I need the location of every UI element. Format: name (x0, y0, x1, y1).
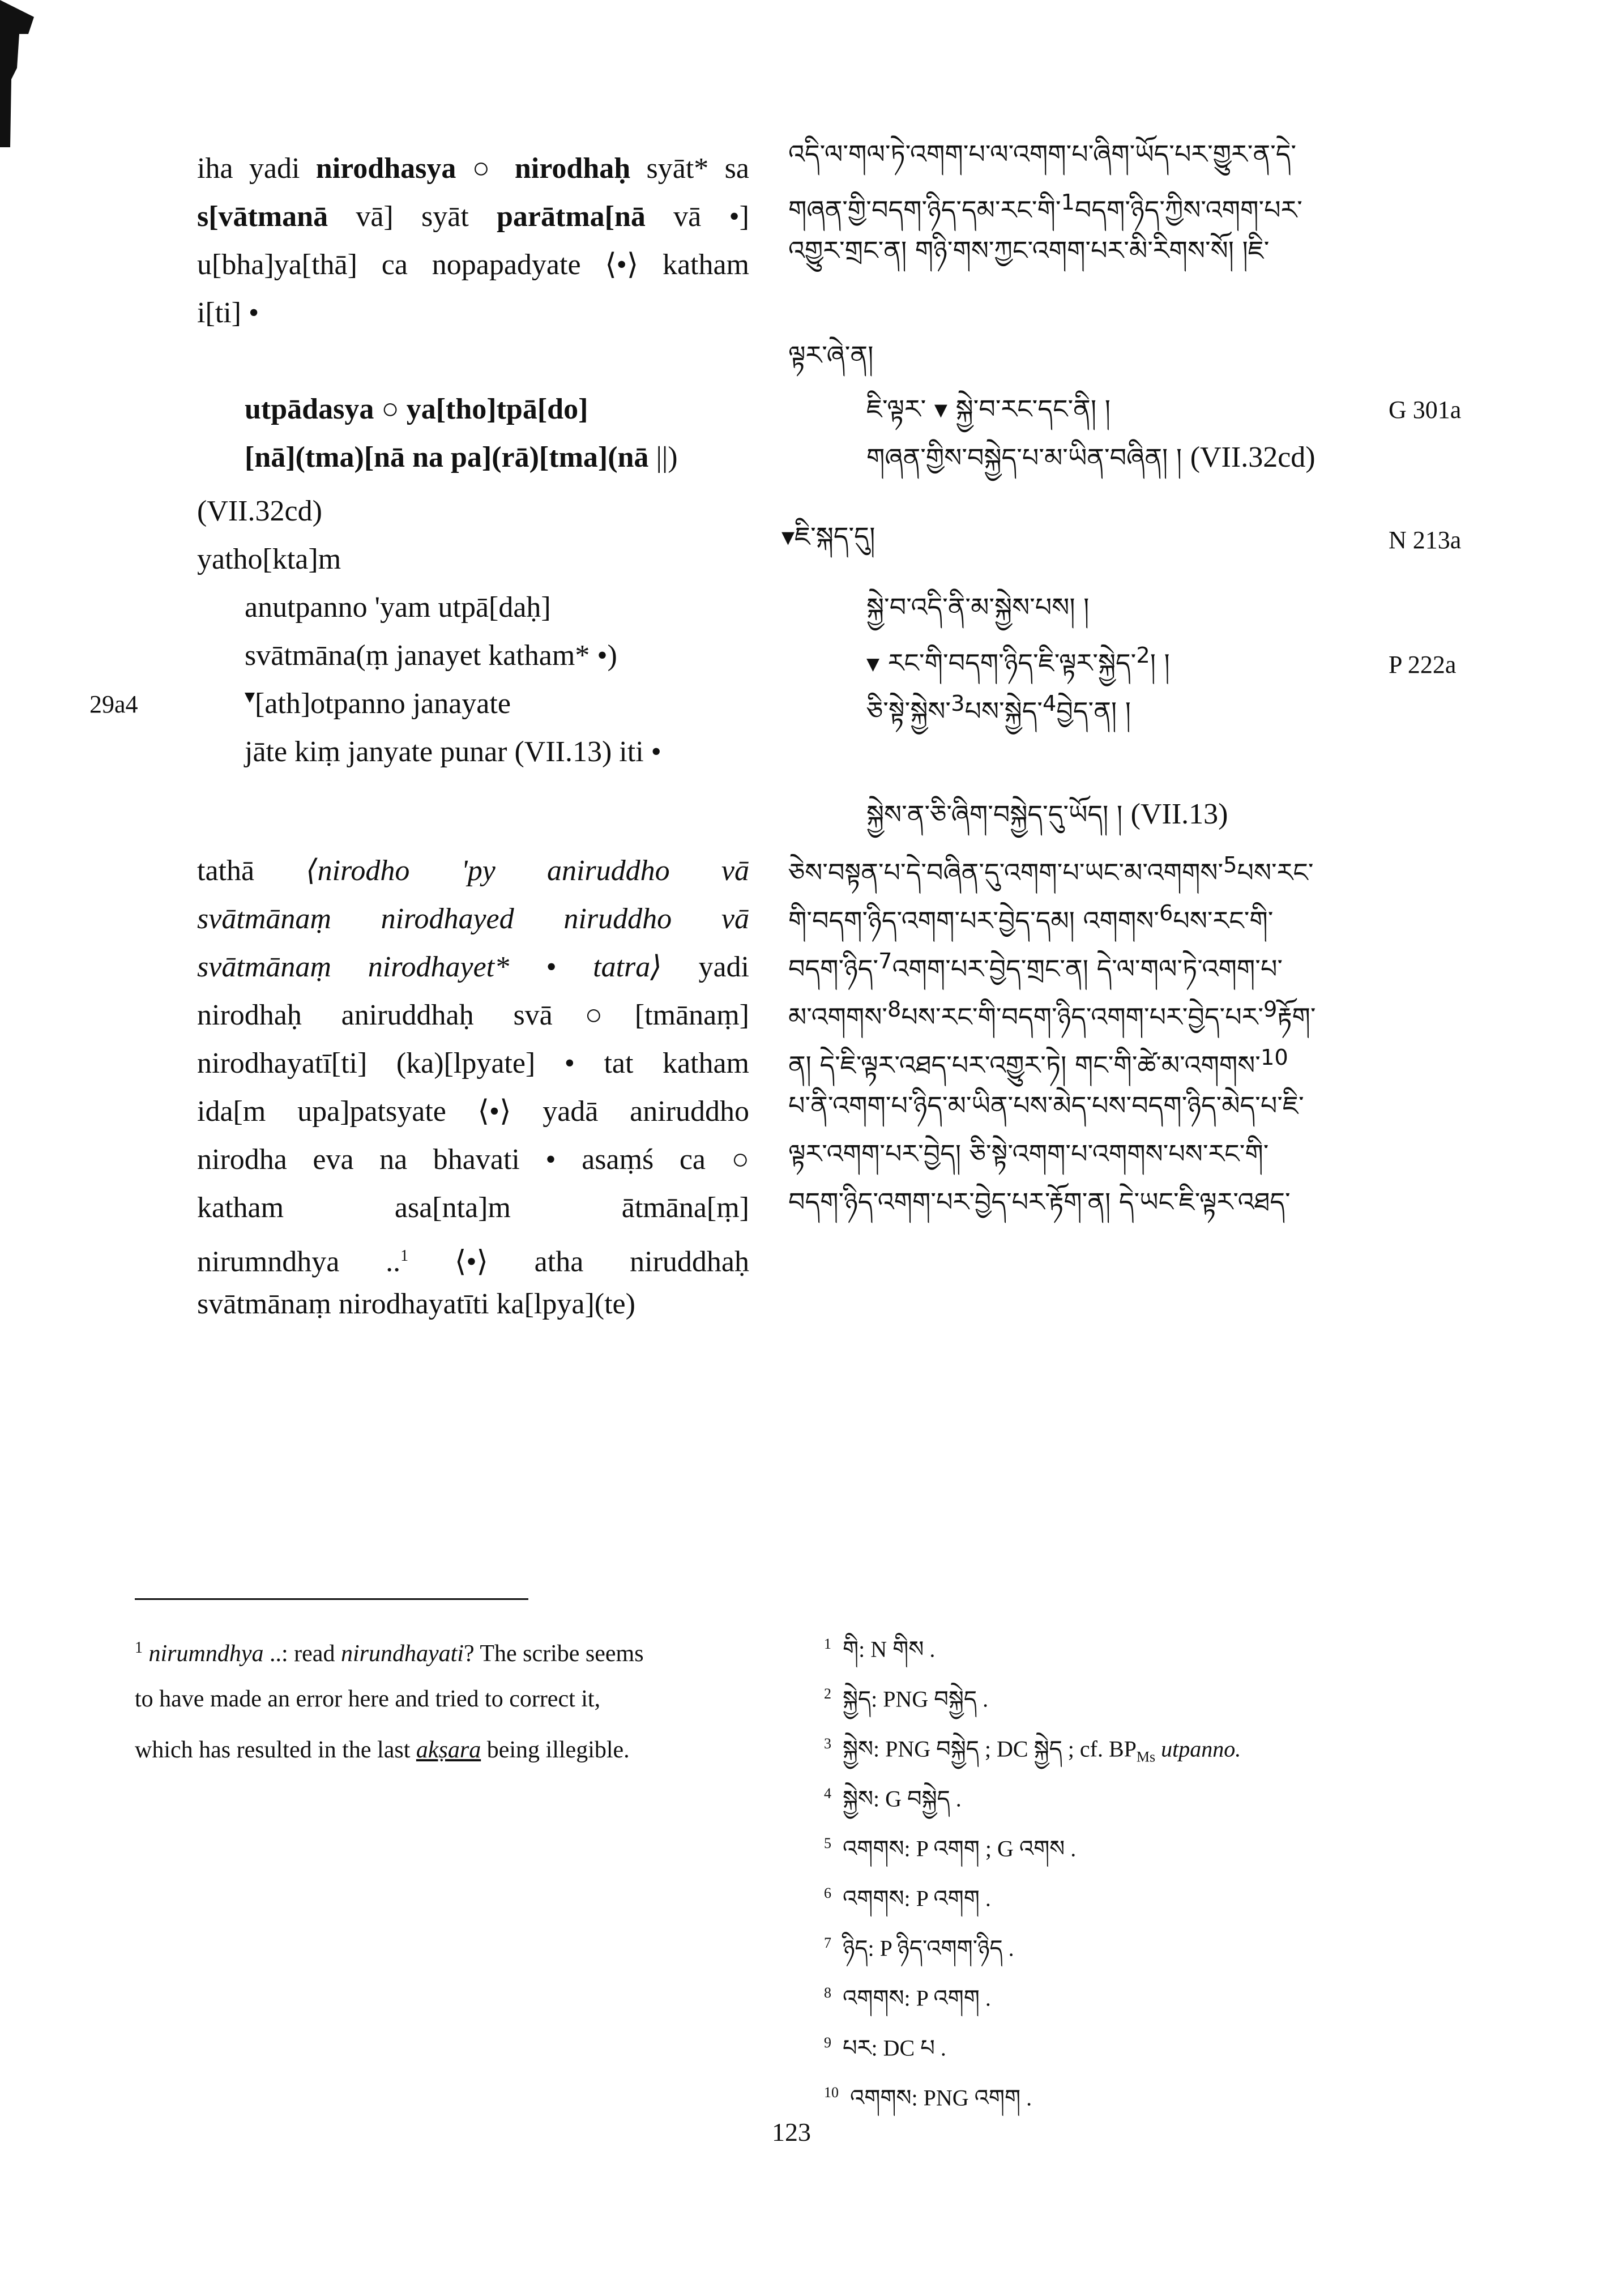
tibetan-p2-line-2: གི་བདག་ཉིད་འགག་པར་བྱེད་དམ། འགགས་$^6$པས་རང་གི་ (788, 901, 1274, 936)
sanskrit-verse2-line-3-text: [ath]otpanno janayate (255, 688, 511, 720)
sanskrit-verse1-ref: (VII.32cd) (197, 495, 322, 527)
tibetan-p2-line-3: བདག་ཉིད་$^7$འགག་པར་བྱེད་གྲང་ན། དེ་ལ་གལ་ཏེ་འགག་པ་ (788, 949, 1283, 984)
sanskrit-p2-line-10: svātmānaṃ nirodhayatīti ka[lpya](te) (197, 1288, 635, 1320)
siglum-g: G 301a (1389, 396, 1462, 424)
tibetan-verse2-line-4-text: སྐྱེས་ན་ཅི་ཞིག་བསྐྱེད་དུ་ཡོད། ། (866, 799, 1123, 830)
sanskrit-p2-line-1: tathā ⟨nirodho 'py aniruddho vā (197, 855, 749, 887)
sanskrit-p1-line-2: s[vātmanā vā] syāt parātma[nā vā •] (197, 200, 749, 233)
folio-change-mark (245, 693, 255, 703)
tibetan-verse1-ref: (VII.32cd) (1190, 441, 1316, 473)
sanskrit-p2-line-5: nirodhayatī[ti] (ka)[lpyate] • tat katham (197, 1047, 749, 1079)
tibetan-verse2-line-4 (866, 790, 1228, 839)
sanskrit-p2-line-9: nirumndhya ..$^1$ ⟨•⟩ atha niruddhaḥ (197, 1245, 750, 1278)
tibetan-verse2-line-2: ▾ རང་གི་བདག་ཉིད་ཇི་ལྟར་སྐྱེད་$^2$། ། (866, 643, 1170, 678)
sanskrit-p1-line-3: u[bha]ya[thā] ca nopapadyate ⟨•⟩ katham (197, 249, 749, 281)
sanskrit-verse2-line-4: jāte kiṃ janyate punar (VII.13) iti • (245, 736, 661, 768)
footnote-tib-7: $^7$ ཉིད: P ཉིད་འགག་ཉིད . (824, 1935, 1014, 1961)
siglum-n: N 213a (1389, 526, 1462, 554)
siglum-p: P 222a (1389, 651, 1457, 678)
tibetan-verse1-line-2-text: གཞན་གྱིས་བསྐྱེད་པ་མ་ཡིན་བཞིན། ། (866, 442, 1182, 473)
tibetan-intro2: ▾ཇི་སྐད་དུ། (781, 521, 875, 552)
sanskrit-p2-line-8: katham asa[nta]m ātmāna[ṃ] (197, 1192, 749, 1224)
sanskrit-verse2-line-1: anutpanno 'yam utpā[daḥ] (245, 591, 551, 624)
footnote-rule (135, 1598, 528, 1600)
footnote-skt-line-2: to have made an error here and tried to correct it, (135, 1686, 601, 1712)
tibetan-p2-line-6: པ་ནི་འགག་པ་ཉིད་མ་ཡིན་པས་མེད་པས་བདག་ཉིད་མེད་པ་ཇི་ (788, 1090, 1304, 1121)
footnote-tib-6: $^6$ འགགས: P འགག . (824, 1885, 991, 1911)
footnote-tib-2: $^2$ སྐྱེད: PNG བསྐྱེད . (824, 1685, 989, 1712)
tibetan-p2-line-1: ཅེས་བསྟན་པ་དེ་བཞིན་དུ་འགག་པ་ཡང་མ་འགགས་$^5$པས་རང་ (788, 852, 1314, 888)
tibetan-p1-line-3: འགྱུར་གྲང་ན། གཉི་གས་ཀྱང་འགག་པར་མི་རིགས་སོ། །ཇི་ (788, 235, 1270, 266)
tibetan-p2-line-8: བདག་ཉིད་འགག་པར་བྱེད་པར་རྟོག་ན། དེ་ཡང་ཇི་ལྟར་འཐད་ (788, 1187, 1291, 1217)
tibetan-verse2-ref: (VII.13) (1130, 798, 1228, 830)
sanskrit-p2-line-2: svātmānaṃ nirodhayed niruddho vā (197, 903, 749, 935)
page-number: 123 (772, 2118, 811, 2146)
footnote-tib-3: $^3$ སྐྱེས: PNG བསྐྱེད ; DC སྐྱེད ; cf. $BP_{Ms}$ utpanno. (824, 1735, 1241, 1765)
tibetan-verse1-line-1: ཇི་ལྟར་ ▾ སྐྱེ་བ་རང་དང་ནི། ། (866, 394, 1111, 424)
sanskrit-p1-line-1: iha yadi nirodhasya ○ nirodhaḥ syāt* sa (197, 152, 749, 185)
footnote-tib-10: $^{10}$ འགགས: PNG འགག . (824, 2084, 1032, 2111)
sanskrit-p1-line-4: i[ti] • (197, 297, 259, 329)
sanskrit-intro2: yatho[kta]m (197, 543, 341, 575)
sanskrit-verse2-line-2: svātmāna(ṃ janayet katham* •) (245, 639, 617, 672)
footnote-tib-4: $^4$ སྐྱེས: G བསྐྱེད . (824, 1785, 962, 1812)
sanskrit-verse1-line-2: [nā](tma)[nā na pa](rā)[tma](nā ||) (245, 441, 678, 473)
footnote-tib-9: $^9$ པར: DC པ . (824, 2034, 946, 2061)
tibetan-p2-line-5: ན། དེ་ཇི་ལྟར་འཐད་པར་འགྱུར་ཏེ། གང་གི་ཚེ་མ་འགགས་$^{10}$ (788, 1045, 1288, 1081)
tibetan-p1-line-4: ལྟར་ཞེ་ན། (788, 340, 874, 370)
footnote-tib-1: $^1$ གི: N གིས . (824, 1636, 936, 1662)
scan-corner-mark (0, 0, 34, 147)
sanskrit-p2-line-7: nirodha eva na bhavati • asaṃś ca ○ (197, 1143, 749, 1176)
sanskrit-verse1-line-1: utpādasya ○ ya[tho]tpā[do] (245, 393, 588, 425)
tibetan-p1-line-1: འདི་ལ་གལ་ཏེ་འགག་པ་ལ་འགག་པ་ཞིག་ཡོད་པར་གྱུར་ན་དེ་ (788, 139, 1297, 169)
tibetan-p2-line-7: ལྟར་འགག་པར་བྱེད། ཅི་སྟེ་འགག་པ་འགགས་པས་རང་གི་ (788, 1138, 1269, 1169)
footnote-skt-line-1: $^1$ nirumndhya ..: read nirundhayati? The scribe seems (135, 1639, 644, 1667)
sanskrit-p2-line-4: nirodhaḥ aniruddhaḥ svā○[tmānaṃ] (197, 999, 749, 1031)
tibetan-p2-line-4: མ་འགགས་$^8$པས་རང་གི་བདག་ཉིད་འགག་པར་བྱེད་པར་$^9$རྟོག་ (788, 997, 1316, 1032)
footnote-tib-8: $^8$ འགགས: P འགག . (824, 1985, 991, 2011)
sanskrit-p2-line-3: svātmānaṃ nirodhayet* • tatra⟩ yadi (197, 951, 749, 983)
tibetan-verse1-line-2 (866, 433, 1316, 482)
folio-marker-29a4: 29a4 (89, 690, 138, 718)
tibetan-verse2-line-1: སྐྱེ་བ་འདི་ནི་མ་སྐྱེས་པས། ། (866, 592, 1090, 622)
tibetan-p1-line-2: གཞན་གྱི་བདག་ཉིད་དམ་རང་གི་$^1$བདག་ཉིད་ཀྱིས་འགག་པར་ (788, 190, 1302, 225)
tibetan-verse2-line-3: ཅི་སྟེ་སྐྱེས་$^3$པས་སྐྱེད་$^4$བྱེད་ན། ། (866, 691, 1131, 727)
sanskrit-verse2-line-3 (245, 680, 511, 728)
footnote-tib-5: $^5$ འགགས: P འགག ; G འགས . (824, 1835, 1077, 1862)
footnote-skt-line-3: which has resulted in the last akṣara being illegible. (135, 1737, 630, 1763)
sanskrit-p2-line-6: ida[m upa]patsyate ⟨•⟩ yadā aniruddho (197, 1095, 749, 1128)
